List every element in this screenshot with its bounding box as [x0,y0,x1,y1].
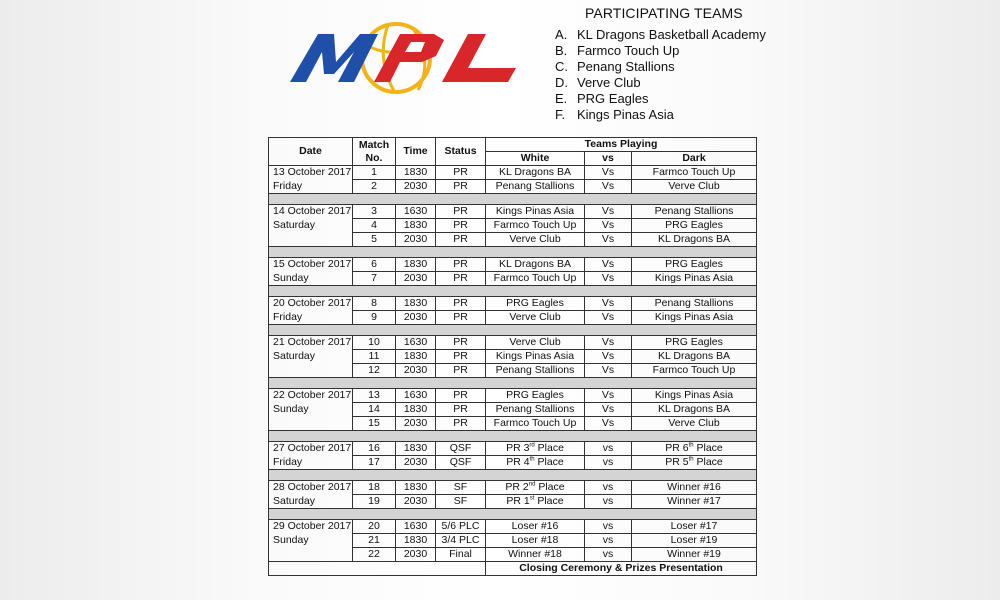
white-team-cell: Penang Stallions [486,364,585,378]
day-cell: Friday [269,180,353,194]
header-no-label: No. [365,151,383,164]
dark-team-cell: PRG Eagles [632,258,757,272]
white-team-cell [486,495,585,509]
dark-team-cell: Loser #17 [632,520,757,534]
date-cell: 21 October 2017 [269,336,353,350]
table-row [269,442,757,456]
schedule-body [269,166,757,576]
status-cell: PR [436,311,486,325]
table-row [269,456,757,470]
dark-team-cell: PRG Eagles [632,336,757,350]
time-cell: 1830 [396,350,436,364]
dark-team-cell-ordinal: th [688,442,694,449]
white-team-cell: Loser #16 [486,520,585,534]
vs-cell: vs [585,481,632,495]
header-vs: vs [585,152,632,166]
white-team-cell: Farmco Touch Up [486,272,585,286]
match-no-cell: 13 [353,389,396,403]
white-team-cell: KL Dragons BA [486,166,585,180]
team-name: Farmco Touch Up [577,43,680,58]
match-no-cell: 12 [353,364,396,378]
time-cell: 2030 [396,417,436,431]
white-team-cell-ordinal: nd [528,481,536,488]
status-cell: PR [436,219,486,233]
status-cell: PR [436,403,486,417]
time-cell: 1630 [396,205,436,219]
dark-team-cell: Penang Stallions [632,205,757,219]
table-row [269,219,757,233]
team-list-item [555,91,795,107]
white-team-cell: PRG Eagles [486,297,585,311]
white-team-cell-ordinal: th [529,456,535,463]
participating-teams [555,5,795,123]
vs-cell: Vs [585,350,632,364]
dark-team-cell: KL Dragons BA [632,233,757,247]
dark-team-cell-text: PR 5 [665,456,689,468]
white-team-cell: Penang Stallions [486,403,585,417]
header-match-label: Match [358,138,390,151]
white-team-cell: Kings Pinas Asia [486,205,585,219]
time-cell: 2030 [396,180,436,194]
dark-team-cell-suffix: Place [693,456,723,468]
status-cell: PR [436,364,486,378]
table-row [269,258,757,272]
table-row [269,534,757,548]
time-cell: 2030 [396,311,436,325]
date-cell: 13 October 2017 [269,166,353,180]
time-cell: 1830 [396,219,436,233]
vs-cell: vs [585,548,632,562]
match-no-cell: 11 [353,350,396,364]
vs-cell: Vs [585,297,632,311]
vs-cell: Vs [585,403,632,417]
separator-cell [269,378,757,389]
match-no-cell: 2 [353,180,396,194]
white-team-cell-suffix: Place [534,442,564,454]
group-separator-row [269,431,757,442]
day-cell: Friday [269,311,353,325]
team-letter: D. [555,75,568,90]
match-no-cell: 17 [353,456,396,470]
schedule-table-wrapper [268,137,756,576]
date-cell: 22 October 2017 [269,389,353,403]
table-row [269,403,757,417]
separator-cell [269,470,757,481]
white-team-cell-text: PR 3 [506,442,530,454]
white-team-cell: Verve Club [486,311,585,325]
vs-cell: Vs [585,180,632,194]
closing-row [269,562,757,576]
dark-team-cell: Winner #19 [632,548,757,562]
team-list-item [555,27,795,43]
dark-team-cell: Winner #17 [632,495,757,509]
group-separator-row [269,378,757,389]
match-no-cell: 7 [353,272,396,286]
table-row [269,272,757,286]
dark-team-cell: PRG Eagles [632,219,757,233]
match-no-cell: 21 [353,534,396,548]
group-separator-row [269,325,757,336]
white-team-cell-suffix: Place [534,495,564,507]
header-dark: Dark [632,152,757,166]
separator-cell [269,286,757,297]
team-list-item [555,59,795,75]
dark-team-cell: Kings Pinas Asia [632,272,757,286]
day-cell: Saturday [269,350,353,378]
table-row [269,205,757,219]
white-team-cell: Verve Club [486,336,585,350]
vs-cell: vs [585,520,632,534]
status-cell: PR [436,350,486,364]
header-status: Status [436,138,486,166]
match-no-cell: 6 [353,258,396,272]
time-cell: 1830 [396,258,436,272]
dark-team-cell: Farmco Touch Up [632,166,757,180]
status-cell: Final [436,548,486,562]
white-team-cell: Penang Stallions [486,180,585,194]
white-team-cell-suffix: Place [535,481,565,493]
dark-team-cell: Kings Pinas Asia [632,389,757,403]
date-cell: 27 October 2017 [269,442,353,456]
status-cell: QSF [436,456,486,470]
match-no-cell: 16 [353,442,396,456]
dark-team-cell-ordinal: th [688,456,694,463]
dark-team-cell: Verve Club [632,180,757,194]
team-name: Penang Stallions [577,59,675,74]
time-cell: 2030 [396,272,436,286]
team-letter: E. [555,91,568,106]
date-cell: 20 October 2017 [269,297,353,311]
table-header-row [269,138,757,152]
vs-cell: Vs [585,205,632,219]
status-cell: PR [436,389,486,403]
match-no-cell: 14 [353,403,396,417]
status-cell: PR [436,166,486,180]
day-cell: Friday [269,456,353,470]
dark-team-cell: KL Dragons BA [632,403,757,417]
status-cell: PR [436,417,486,431]
team-name: KL Dragons Basketball Academy [577,27,766,42]
white-team-cell: Kings Pinas Asia [486,350,585,364]
white-team-cell: Loser #18 [486,534,585,548]
group-separator-row [269,470,757,481]
separator-cell [269,431,757,442]
vs-cell: Vs [585,389,632,403]
dark-team-cell: Farmco Touch Up [632,364,757,378]
time-cell: 2030 [396,364,436,378]
team-name: Verve Club [577,75,641,90]
time-cell: 2030 [396,548,436,562]
table-row [269,389,757,403]
team-list-item [555,75,795,91]
group-separator-row [269,194,757,205]
date-cell: 28 October 2017 [269,481,353,495]
status-cell: PR [436,258,486,272]
vs-cell: vs [585,534,632,548]
match-no-cell: 5 [353,233,396,247]
white-team-cell-text: PR 1 [506,495,530,507]
dark-team-cell [632,442,757,456]
white-team-cell: KL Dragons BA [486,258,585,272]
time-cell: 1630 [396,389,436,403]
team-letter: B. [555,43,568,58]
white-team-cell: Winner #18 [486,548,585,562]
match-no-cell: 19 [353,495,396,509]
team-letter: A. [555,27,568,42]
time-cell: 2030 [396,233,436,247]
closing-spacer-cell [269,562,486,576]
status-cell: PR [436,233,486,247]
white-team-cell [486,442,585,456]
separator-cell [269,247,757,258]
team-letter: C. [555,59,568,74]
vs-cell: Vs [585,166,632,180]
time-cell: 1630 [396,336,436,350]
time-cell: 1830 [396,534,436,548]
day-cell: Saturday [269,495,353,509]
status-cell: SF [436,495,486,509]
time-cell: 1830 [396,481,436,495]
team-list-item [555,43,795,59]
status-cell: QSF [436,442,486,456]
table-row [269,166,757,180]
white-team-cell: Verve Club [486,233,585,247]
dark-team-cell: Winner #16 [632,481,757,495]
vs-cell: Vs [585,417,632,431]
white-team-cell [486,481,585,495]
match-no-cell: 8 [353,297,396,311]
vs-cell: Vs [585,258,632,272]
dark-team-cell-text: PR 6 [665,442,689,454]
match-no-cell: 15 [353,417,396,431]
white-team-cell: PRG Eagles [486,389,585,403]
vs-cell: Vs [585,336,632,350]
separator-cell [269,325,757,336]
time-cell: 1830 [396,403,436,417]
vs-cell: Vs [585,364,632,378]
vs-cell: vs [585,442,632,456]
time-cell: 1630 [396,520,436,534]
vs-cell: Vs [585,311,632,325]
header-white: White [486,152,585,166]
team-letter: F. [555,107,566,122]
logo-letter-l [442,34,516,82]
dark-team-cell: Loser #19 [632,534,757,548]
date-cell: 29 October 2017 [269,520,353,534]
table-row [269,180,757,194]
date-cell: 15 October 2017 [269,258,353,272]
team-name: Kings Pinas Asia [577,107,674,122]
header-time: Time [396,138,436,166]
match-no-cell: 22 [353,548,396,562]
vs-cell: vs [585,456,632,470]
status-cell: PR [436,336,486,350]
time-cell: 1830 [396,166,436,180]
time-cell: 2030 [396,456,436,470]
day-cell: Sunday [269,272,353,286]
separator-cell [269,194,757,205]
white-team-cell-ordinal: rd [529,442,535,449]
status-cell: PR [436,297,486,311]
day-cell: Sunday [269,403,353,431]
header-date: Date [269,138,353,166]
status-cell: 3/4 PLC [436,534,486,548]
status-cell: PR [436,205,486,219]
match-no-cell: 20 [353,520,396,534]
vs-cell: Vs [585,272,632,286]
status-cell: SF [436,481,486,495]
vs-cell: Vs [585,233,632,247]
table-row [269,311,757,325]
header-match-no [353,138,396,166]
dark-team-cell: KL Dragons BA [632,350,757,364]
date-cell: 14 October 2017 [269,205,353,219]
status-cell: PR [436,180,486,194]
table-row [269,520,757,534]
status-cell: 5/6 PLC [436,520,486,534]
white-team-cell-text: PR 2 [505,481,529,493]
closing-cell: Closing Ceremony & Prizes Presentation [486,562,757,576]
dark-team-cell [632,456,757,470]
match-no-cell: 1 [353,166,396,180]
table-row [269,481,757,495]
match-no-cell: 3 [353,205,396,219]
group-separator-row [269,247,757,258]
match-no-cell: 18 [353,481,396,495]
time-cell: 1830 [396,297,436,311]
table-row [269,495,757,509]
white-team-cell: Farmco Touch Up [486,219,585,233]
time-cell: 1830 [396,442,436,456]
status-cell: PR [436,272,486,286]
white-team-cell [486,456,585,470]
vs-cell: Vs [585,219,632,233]
time-cell: 2030 [396,495,436,509]
schedule-table [268,137,757,576]
mpl-logo [284,22,524,94]
participating-teams-title: PARTICIPATING TEAMS [585,5,743,21]
match-no-cell: 4 [353,219,396,233]
white-team-cell-text: PR 4 [506,456,530,468]
white-team-cell-ordinal: st [529,495,535,502]
day-cell: Sunday [269,534,353,562]
mpl-logo-graphic [284,22,524,94]
team-name: PRG Eagles [577,91,649,106]
white-team-cell: Farmco Touch Up [486,417,585,431]
team-list-item [555,107,795,123]
table-row [269,297,757,311]
participating-teams-list [555,27,795,123]
separator-cell [269,509,757,520]
dark-team-cell-suffix: Place [693,442,723,454]
dark-team-cell: Kings Pinas Asia [632,311,757,325]
dark-team-cell: Verve Club [632,417,757,431]
group-separator-row [269,509,757,520]
header-teams-playing: Teams Playing [486,138,757,152]
group-separator-row [269,286,757,297]
table-row [269,336,757,350]
table-row [269,350,757,364]
vs-cell: vs [585,495,632,509]
dark-team-cell: Penang Stallions [632,297,757,311]
match-no-cell: 9 [353,311,396,325]
white-team-cell-suffix: Place [534,456,564,468]
day-cell: Saturday [269,219,353,247]
match-no-cell: 10 [353,336,396,350]
